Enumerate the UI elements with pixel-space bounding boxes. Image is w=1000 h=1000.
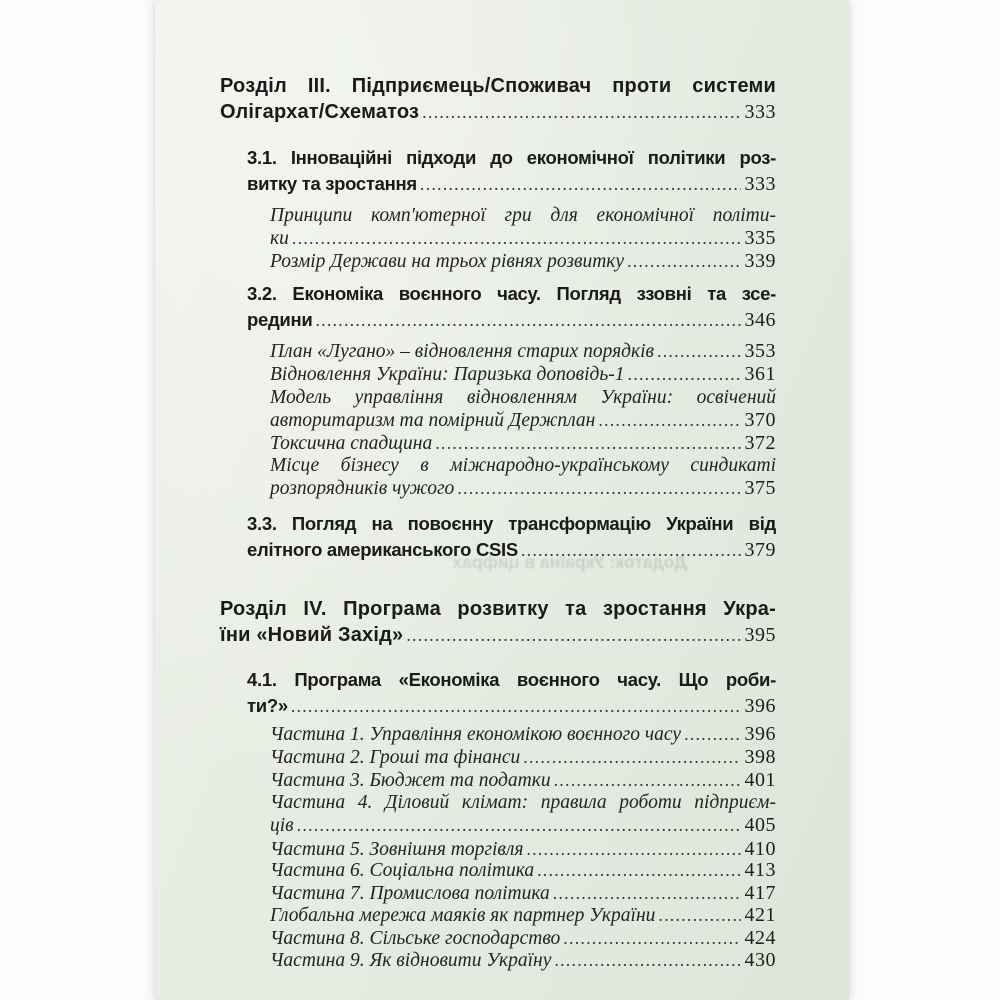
toc-entry-text: Частина 7. Промислова політика — [270, 883, 550, 904]
toc-entry-continuation: елітного американського CSIS — [247, 539, 518, 560]
page-number: 335 — [744, 227, 776, 249]
dot-leader — [457, 478, 740, 499]
toc-entry-text: 4.1. Програма «Економіка воєнного часу. Що роби- — [247, 669, 776, 690]
toc-entry-section-3-2 — [247, 281, 776, 333]
toc-entry-sub — [270, 204, 776, 250]
toc-entry-text: Частина 8. Сільське господарство — [270, 928, 561, 949]
toc-entry-line — [270, 250, 776, 273]
page-number: 339 — [744, 250, 776, 272]
toc-entry-chapter-4 — [220, 596, 776, 648]
page-number: 395 — [744, 624, 776, 646]
toc-entry-line — [270, 838, 776, 861]
toc-entry-sub — [270, 340, 776, 363]
toc-entry-line — [247, 537, 776, 563]
toc-entry-text: Токсична спадщина — [270, 433, 433, 454]
toc-entry-line — [247, 307, 776, 333]
toc-entry-text: 3.1. Інноваційні підходи до економічної політики роз- — [247, 147, 776, 168]
toc-entry-text: Розмір Держави на трьох рівнях розвитку — [270, 251, 625, 272]
toc-entry-text: Частина 3. Бюджет та податки — [270, 770, 551, 791]
page-number: 370 — [744, 409, 776, 431]
toc-entry-continuation: ців — [270, 815, 294, 836]
toc-entry-continuation: витку та зростання — [247, 173, 417, 194]
dot-leader — [315, 310, 740, 331]
toc-entry-continuation: авторитаризм та помірний Держплан — [270, 410, 596, 431]
toc-entry-line — [220, 622, 776, 648]
toc-entry-text: Частина 5. Зовнішня торгівля — [270, 839, 524, 860]
dot-leader — [523, 747, 740, 768]
dot-leader — [627, 251, 740, 272]
toc-entry-line — [270, 769, 776, 792]
toc-entry-sub — [270, 859, 776, 882]
dot-leader — [554, 770, 741, 791]
page-number: 417 — [744, 882, 776, 904]
toc-entry-line — [270, 340, 776, 363]
toc-entry-continuation: Олігархат/Схематоз — [220, 101, 420, 123]
toc-entry-sub — [270, 454, 776, 500]
toc-entry-sub — [270, 927, 776, 950]
page-number: 401 — [744, 769, 776, 791]
toc-entry-text: Модель управління відновленням України: освічений — [270, 387, 776, 408]
toc-entry-sub — [270, 882, 776, 905]
toc-entry-text: 3.3. Погляд на повоєнну трансформацію України від — [247, 513, 776, 534]
page-number: 333 — [744, 173, 776, 195]
toc-entry-chapter-3 — [220, 73, 776, 125]
bleedthrough-text: Додаток: Україна в цифрах — [452, 552, 687, 572]
toc-entry-text: Частина 2. Гроші та фінанси — [270, 747, 521, 768]
dot-leader — [554, 950, 740, 971]
page-number: 405 — [744, 814, 776, 836]
dot-leader — [658, 905, 740, 926]
toc-entry-sub — [270, 363, 776, 386]
toc-entry-text: Принципи комп'ютерної гри для економічної політи- — [270, 205, 776, 226]
toc-entry-sub — [270, 250, 776, 273]
dot-leader — [420, 174, 741, 195]
page-number: 353 — [744, 340, 776, 362]
toc-entry-text: Частина 9. Як відновити Україну — [270, 950, 552, 971]
toc-entry-text: Розділ III. Підприємець/Споживач проти системи — [220, 75, 776, 97]
page-number: 424 — [744, 927, 776, 949]
page-number: 346 — [744, 309, 776, 331]
toc-entry-continuation: ти?» — [247, 695, 288, 716]
toc-entry-line — [270, 814, 776, 837]
toc-entry-section-3-1 — [247, 145, 776, 197]
toc-entry-section-3-3 — [247, 511, 776, 563]
dot-leader — [563, 928, 740, 949]
toc-entry-text: Місце бізнесу в міжнародно-українському синдикаті — [270, 455, 776, 476]
toc-entry-line — [270, 227, 776, 250]
dot-leader — [291, 696, 741, 717]
dot-leader — [526, 839, 740, 860]
page-number: 379 — [744, 539, 776, 561]
toc-entry-continuation: редини — [247, 309, 313, 330]
toc-entry-line — [220, 99, 776, 125]
page-number: 333 — [744, 101, 776, 123]
toc-entry-sub — [270, 432, 776, 455]
toc-entry-line — [270, 409, 776, 432]
toc-entry-sub — [270, 904, 776, 927]
toc-entry-text: План «Лугано» – відновлення старих порядків — [270, 341, 655, 362]
page-number: 361 — [744, 363, 776, 385]
toc-entry-text: Відновлення України: Паризька доповідь-1 — [270, 364, 625, 385]
book-page — [155, 0, 849, 1000]
toc-entry-sub — [270, 791, 776, 837]
toc-entry-line — [270, 432, 776, 455]
dot-leader — [628, 364, 741, 385]
page-number: 396 — [744, 723, 776, 745]
toc-entry-line — [270, 859, 776, 882]
toc-entry-line — [270, 882, 776, 905]
toc-entry-sub — [270, 838, 776, 861]
dot-leader — [297, 815, 741, 836]
toc-entry-text: Частина 1. Управління економікою воєнного часу — [270, 724, 682, 745]
toc-entry-line — [270, 949, 776, 972]
toc-entry-sub — [270, 746, 776, 769]
dot-leader — [292, 228, 741, 249]
toc-entry-continuation: розпорядників чужого — [270, 478, 455, 499]
dot-leader — [521, 540, 741, 561]
toc-entry-sub — [270, 723, 776, 746]
toc-entry-line — [247, 171, 776, 197]
toc-entry-text: 3.2. Економіка воєнного часу. Погляд ззовні та зсе- — [247, 283, 776, 304]
toc-entry-line — [247, 693, 776, 719]
dot-leader — [406, 625, 740, 646]
toc-entry-section-4-1 — [247, 667, 776, 719]
dot-leader — [657, 341, 740, 362]
page-number: 372 — [744, 432, 776, 454]
toc-entry-sub — [270, 386, 776, 432]
toc-entry-text: Частина 6. Соціальна політика — [270, 860, 535, 881]
dot-leader — [553, 883, 741, 904]
toc-entry-sub — [270, 949, 776, 972]
toc-entry-continuation: ки — [270, 228, 289, 249]
toc-entry-text: Глобальна мережа маяків як партнер України — [270, 905, 656, 926]
toc-entry-text: Частина 4. Діловий клімат: правила роботи підприєм- — [270, 792, 776, 813]
page-number: 396 — [744, 695, 776, 717]
dot-leader — [537, 860, 740, 881]
toc-entry-continuation: їни «Новий Захід» — [220, 624, 404, 646]
toc-entry-line — [270, 927, 776, 950]
dot-leader — [598, 410, 740, 431]
dot-leader — [684, 724, 740, 745]
page-number: 413 — [744, 859, 776, 881]
page-number: 375 — [744, 477, 776, 499]
toc-entry-text: Розділ IV. Програма розвитку та зростання Укра- — [220, 598, 776, 620]
dot-leader — [435, 433, 740, 454]
toc-entry-sub — [270, 769, 776, 792]
toc-entry-line — [270, 477, 776, 500]
page-number: 421 — [744, 904, 776, 926]
dot-leader — [422, 102, 740, 123]
page-number: 430 — [744, 949, 776, 971]
toc-entry-line — [270, 904, 776, 927]
toc-entry-line — [270, 723, 776, 746]
page-number: 398 — [744, 746, 776, 768]
page-number: 410 — [744, 838, 776, 860]
toc-entry-line — [270, 746, 776, 769]
toc-entry-line — [270, 363, 776, 386]
